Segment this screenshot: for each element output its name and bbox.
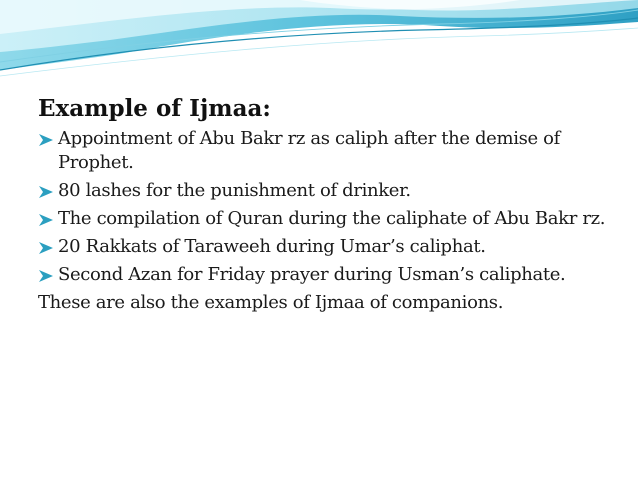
list-item [38, 263, 618, 287]
bullet-text: The compilation of Quran during the caliphate of Abu Bakr rz. [58, 208, 606, 229]
bullet-text: Second Azan for Friday prayer during Usman’s caliphate. [58, 264, 566, 285]
bullet-text: 80 lashes for the punishment of drinker. [58, 180, 411, 201]
slide-content [38, 94, 618, 333]
closing-text: These are also the examples of Ijmaa of companions. [38, 292, 504, 313]
arrow-bullet-icon [38, 185, 55, 199]
arrow-bullet-icon [38, 213, 55, 227]
bullet-text: Appointment of Abu Bakr rz as caliph after the demise of Prophet. [58, 128, 560, 173]
header-wave-decoration [0, 0, 638, 80]
list-item [38, 235, 618, 259]
bullet-text: 20 Rakkats of Taraweeh during Umar’s caliphat. [58, 236, 486, 257]
arrow-bullet-icon [38, 269, 55, 283]
slide-title: Example of Ijmaa: [38, 95, 271, 122]
arrow-bullet-icon [38, 241, 55, 255]
list-item [38, 207, 618, 231]
bullet-list [38, 127, 618, 287]
list-item [38, 127, 618, 175]
list-item [38, 179, 618, 203]
arrow-bullet-icon [38, 133, 55, 147]
